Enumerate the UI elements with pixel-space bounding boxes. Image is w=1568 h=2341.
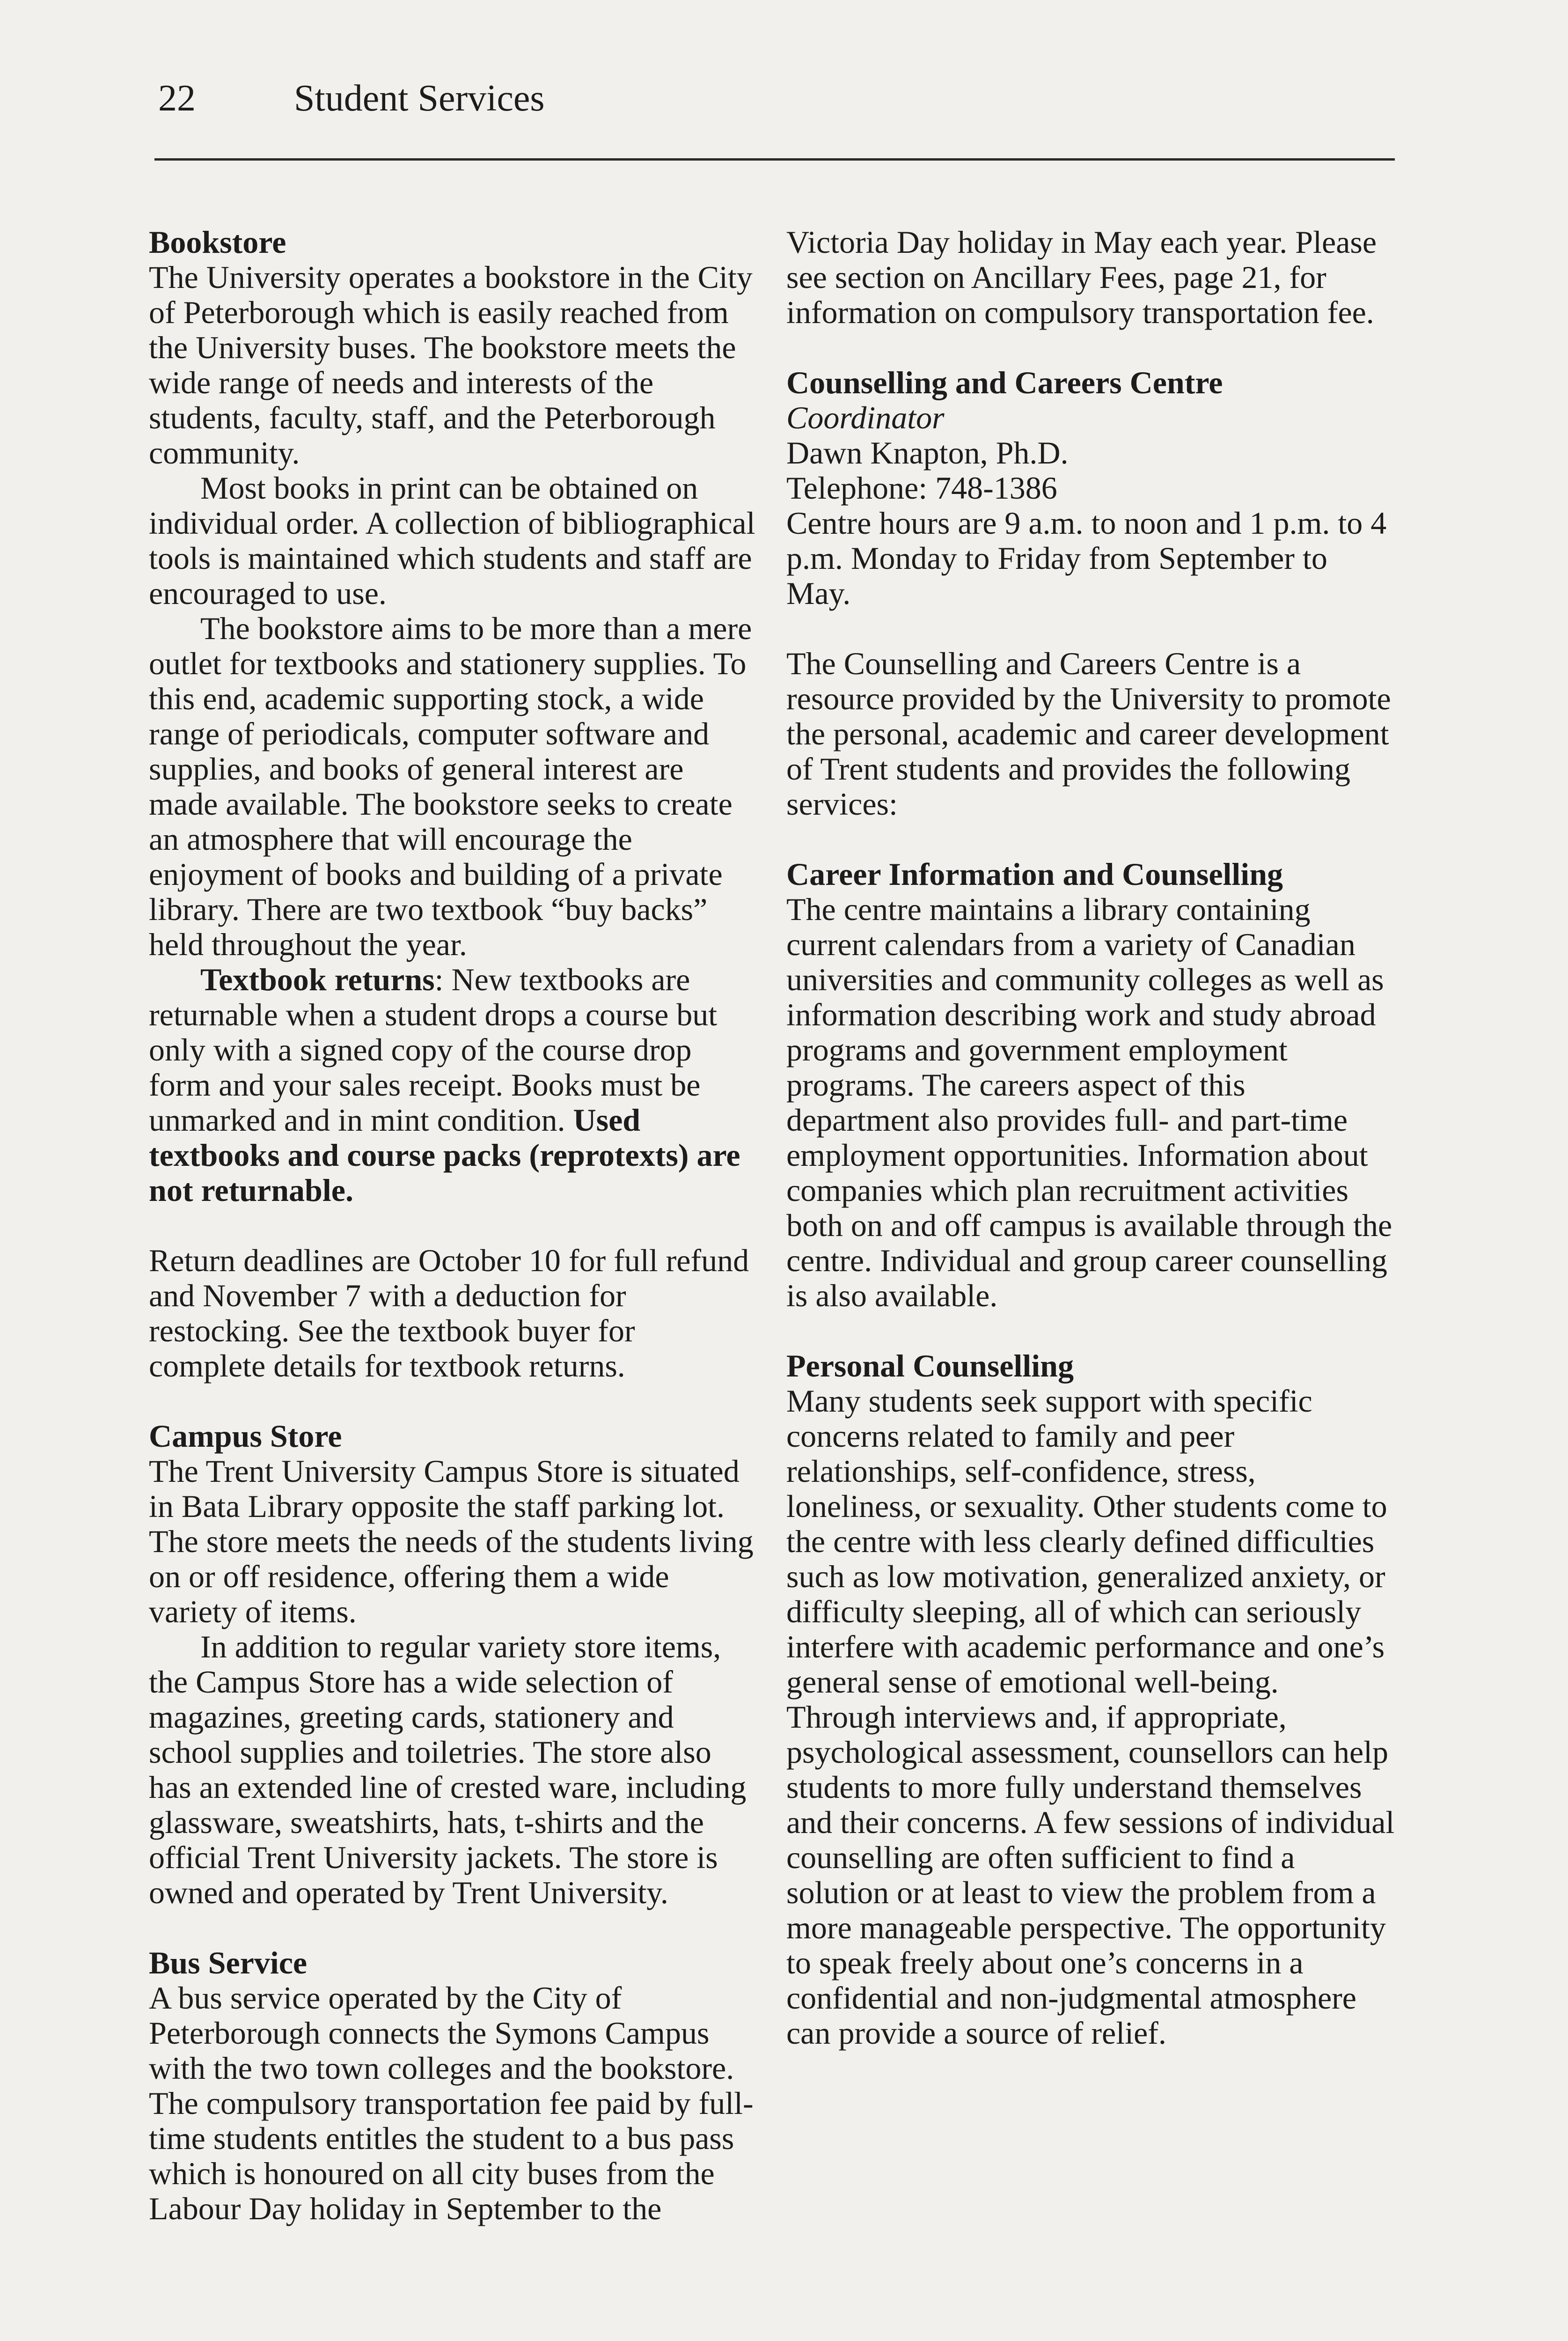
left-column — [149, 225, 757, 2226]
centre-intro: The Counselling and Careers Centre is a resource provided by the University to promote the personal, academic and career development of Trent students and provides the following services: — [786, 646, 1391, 822]
campus-store-paragraph-2: In addition to regular variety store items, the Campus Store has a wide selection of magazines, greeting cards, stationery and school supplies and toiletries. The store also has an extended line of crested ware, including glassware, sweatshirts, hats, t-shirts and the official Trent University jackets. The store is owned and operated by Trent University. — [149, 1629, 747, 1910]
textbook-returns-text: : New textbooks are returnable when a student drops a course but only with a signed copy of the course drop form and your sales receipt. Books must be unmarked and in mint condition. — [149, 962, 718, 1138]
bus-service-continued: Victoria Day holiday in May each year. Please see section on Ancillary Fees, page 21, for information on compulsory transportation fee. — [786, 224, 1377, 330]
personal-counselling-heading: Personal Counselling — [786, 1348, 1074, 1384]
header-rule — [154, 158, 1395, 161]
page-number: 22 — [158, 78, 196, 119]
bookstore-paragraph-3: The bookstore aims to be more than a mere outlet for textbooks and stationery supplies. To this end, academic supporting stock, a wide range of periodicals, computer software and supplies, and books of general interest are made available. The bookstore seeks to create an atmosphere that will encourage the enjoyment of books and building of a private library. There are two textbook “buy backs” held throughout the year. — [149, 611, 752, 962]
centre-telephone: Telephone: 748-1386 — [786, 470, 1057, 506]
personal-counselling-paragraph: Many students seek support with specific concerns related to family and peer relationships, self-confidence, stress, loneliness, or sexuality. Other students come to the centre with less clearly defined difficulties such as low motivation, generalized anxiety, or difficulty sleeping, all of which can seriously interfere with academic performance and one’s general sense of emotional well-being. Through interviews and, if appropriate, psychological assessment, counsellors can help students to more fully understand themselves and their concerns. A few sessions of individual counselling are often sufficient to find a solution or at least to view the problem from a more manageable perspective. The opportunity to speak freely about one’s concerns in a confidential and non-judgmental atmosphere can provide a source of relief. — [786, 1383, 1395, 2051]
running-head — [158, 80, 544, 117]
textbook-returns-paragraph — [149, 962, 757, 1208]
bookstore-paragraph-1: The University operates a bookstore in the City of Peterborough which is easily reached from the University buses. The bookstore meets the wide range of needs and interests of the students, faculty, staff, and the Peterborough community. — [149, 259, 753, 471]
career-info-heading: Career Information and Counselling — [786, 856, 1283, 892]
bus-service-paragraph: A bus service operated by the City of Peterborough connects the Symons Campus with the two town colleges and the bookstore. The compulsory transportation fee paid by full-time students entitles the student to a bus pass which is honoured on all city buses from the Labour Day holiday in September to the — [149, 1980, 754, 2226]
coordinator-role: Coordinator — [786, 400, 945, 435]
campus-store-paragraph-1: The Trent University Campus Store is situated in Bata Library opposite the staff parking lot. The store meets the needs of the students living on or off residence, offering them a wide variety of items. — [149, 1453, 754, 1629]
return-deadlines-paragraph: Return deadlines are October 10 for full refund and November 7 with a deduction for restocking. See the textbook buyer for complete details for textbook returns. — [149, 1243, 749, 1384]
career-info-paragraph: The centre maintains a library containing current calendars from a variety of Canadian universities and community colleges as well as information describing work and study abroad programs and government employment programs. The careers aspect of this department also provides full- and part-time employment opportunities. Information about companies which plan recruitment activities both on and off campus is available through the centre. Individual and group career counselling is also available. — [786, 891, 1392, 1313]
section-title: Student Services — [294, 78, 545, 119]
campus-store-heading: Campus Store — [149, 1418, 342, 1454]
bookstore-heading: Bookstore — [149, 224, 286, 260]
centre-hours: Centre hours are 9 a.m. to noon and 1 p.m. to 4 p.m. Monday to Friday from September to May. — [786, 505, 1387, 611]
counselling-centre-heading: Counselling and Careers Centre — [786, 365, 1223, 400]
coordinator-name: Dawn Knapton, Ph.D. — [786, 435, 1069, 471]
not-returnable-notice: Used textbooks and course packs (reprotexts) are not returnable. — [149, 1102, 740, 1208]
bus-service-heading: Bus Service — [149, 1945, 308, 1980]
right-column — [786, 225, 1395, 2051]
textbook-returns-label: Textbook returns — [200, 962, 435, 997]
bookstore-paragraph-2: Most books in print can be obtained on individual order. A collection of bibliographical tools is maintained which students and staff are encouraged to use. — [149, 470, 755, 611]
